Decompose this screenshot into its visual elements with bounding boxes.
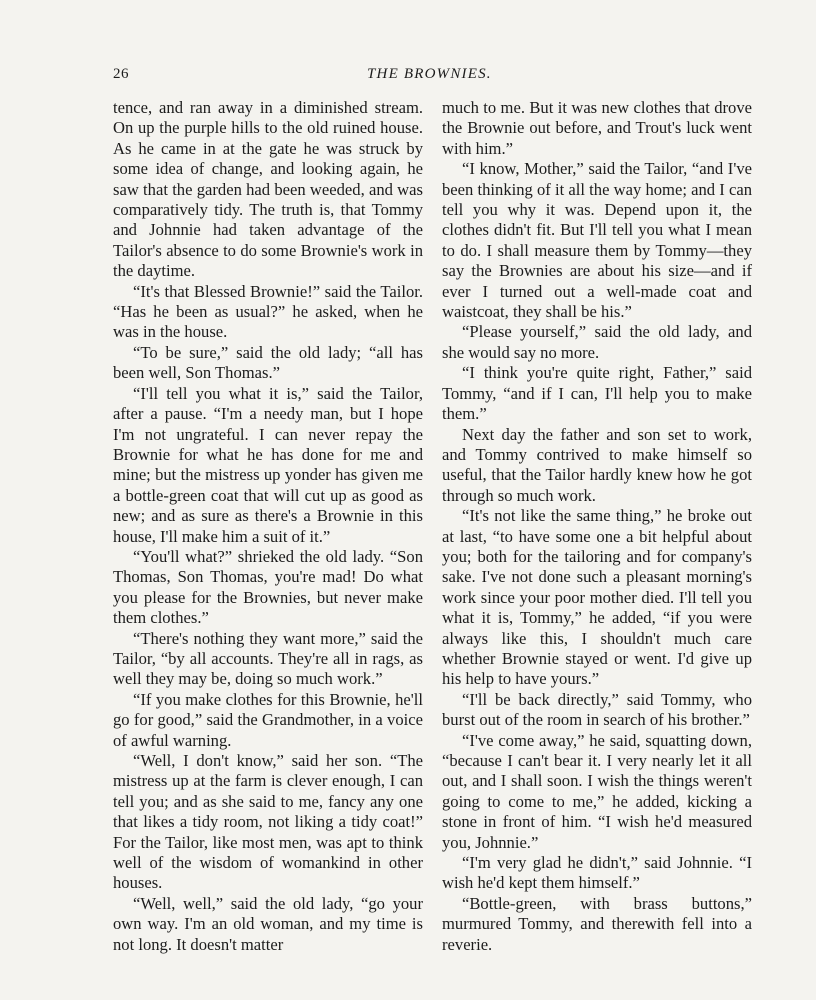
paragraph: “Please yourself,” said the old lady, and she would say no more. xyxy=(442,322,752,362)
paragraph: “You'll what?” shrieked the old lady. “Son Thomas, Son Thomas, you're mad! Do what you please for the Brownies, but never make them clothes.” xyxy=(113,546,423,628)
paragraph: “I'll tell you what it is,” said the Tailor, after a pause. “I'm a needy man, but I hope I'm not ungrateful. I can never repay the Brownie for what he has done for me and mine; but the mistress up yonder has given me a bottle-green coat that will cut up as good as new; and as sure as there's a Brownie in this house, I'll make him a suit of it.” xyxy=(113,383,423,546)
paragraph: “It's not like the same thing,” he broke out at last, “to have some one a bit helpful about you; both for the tailoring and for company's sake. I've not done such a pleasant morning's work since your poor mother died. I'll tell you what it is, Tommy,” he added, “if you were always like this, I shouldn't much care whether Brownie stayed or went. I'd give up his help to have yours.” xyxy=(442,506,752,689)
paragraph: “I'll be back directly,” said Tommy, who burst out of the room in search of his brother.” xyxy=(442,689,752,730)
paragraph: “Well, I don't know,” said her son. “The mistress up at the farm is clever enough, I can tell you; and as she said to me, fancy any one that likes a tidy room, not liking a tidy coat!” For the Tailor, like most men, was apt to think well of the wisdom of womankind in other houses. xyxy=(113,751,423,893)
left-column xyxy=(113,98,423,955)
paragraph: “It's that Blessed Brownie!” said the Tailor. “Has he been as usual?” he asked, when he was in the house. xyxy=(113,281,423,342)
paragraph: “I'm very glad he didn't,” said Johnnie. “I wish he'd kept them himself.” xyxy=(442,853,752,893)
paragraph: “I think you're quite right, Father,” said Tommy, “and if I can, I'll help you to make them.” xyxy=(442,363,752,424)
paragraph: “I've come away,” he said, squatting down, “because I can't bear it. I very nearly let it all out, and I shall soon. I wish the things weren't going to come to me,” he added, kicking a stone in front of him. “I wish he'd measured you, Johnnie.” xyxy=(442,730,752,852)
paragraph: “If you make clothes for this Brownie, he'll go for good,” said the Grandmother, in a voice of awful warning. xyxy=(113,689,423,750)
right-column xyxy=(442,98,752,955)
paragraph: much to me. But it was new clothes that drove the Brownie out before, and Trout's luck went with him.” xyxy=(442,98,752,158)
paragraph: “I know, Mother,” said the Tailor, “and I've been thinking of it all the way home; and I can tell you why it was. Depend upon it, the clothes didn't fit. But I'll tell you what I mean to do. I shall measure them by Tommy—they say the Brownies are about his size—and if ever I turned out a well-made coat and waistcoat, they shall be his.” xyxy=(442,159,752,322)
paragraph: “Bottle-green, with brass buttons,” murmured Tommy, and therewith fell into a reverie. xyxy=(442,893,752,954)
running-title: THE BROWNIES. xyxy=(367,66,492,82)
page-header xyxy=(113,66,753,86)
paragraph: “Well, well,” said the old lady, “go your own way. I'm an old woman, and my time is not long. It doesn't matter xyxy=(113,893,423,954)
paragraph: Next day the father and son set to work, and Tommy contrived to make himself so useful, that the Tailor hardly knew how he got through so much work. xyxy=(442,424,752,505)
page-number: 26 xyxy=(113,66,129,82)
paragraph: “To be sure,” said the old lady; “all has been well, Son Thomas.” xyxy=(113,342,423,383)
paragraph: “There's nothing they want more,” said the Tailor, “by all accounts. They're all in rags, as well they may be, doing so much work.” xyxy=(113,628,423,689)
paragraph: tence, and ran away in a diminished stream. On up the purple hills to the old ruined house. As he came in at the gate he was struck by some idea of change, and looking again, he saw that the garden had been weeded, and was comparatively tidy. The truth is, that Tommy and Johnnie had taken advantage of the Tailor's absence to do some Brownie's work in the daytime. xyxy=(113,98,423,281)
